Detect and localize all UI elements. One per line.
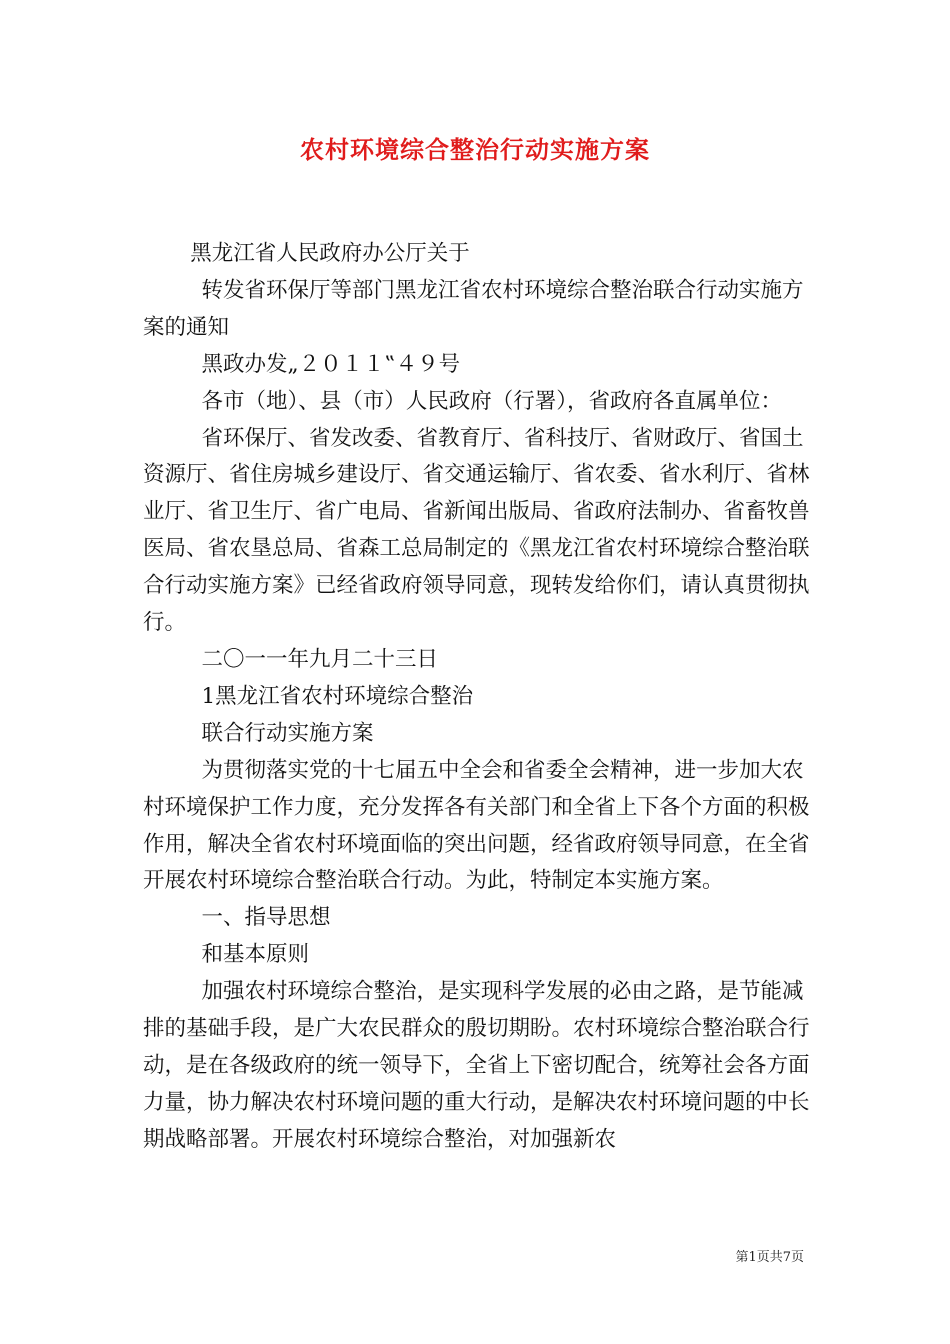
paragraph: 黑政办发„２０１１‟４９号	[201, 351, 461, 377]
paragraph: 一、指导思想	[201, 905, 331, 931]
paragraph: 黑龙江省人民政府办公厅关于	[190, 241, 470, 266]
paragraph: 二〇一一年九月二十三日	[201, 646, 438, 672]
page-number: 第1页共7页	[735, 1250, 804, 1265]
paragraph: 为贯彻落实党的十七届五中全会和省委全会精神，进一步加大农村环境保护工作力度，充分发挥各有关部门和全省上下各个方面的积极作用，解决全省农村环境面临的突出问题，经省政府领导同意，在全省开展农村环境综合整治联合行动。为此，特制定本实施方案。	[143, 757, 810, 894]
paragraph: 联合行动实施方案	[201, 720, 374, 746]
paragraph: 加强农村环境综合整治，是实现科学发展的必由之路，是节能减排的基础手段，是广大农民群众的殷切期盼。农村环境综合整治联合行动，是在各级政府的统一领导下，全省上下密切配合，统筹社会各方面力量，协力解决农村环境问题的重大行动，是解决农村环境问题的中长期战略部署。开展农村环境综合整治，对加强新农	[143, 979, 810, 1152]
document-body	[143, 236, 820, 1159]
paragraph: 省环保厅、省发改委、省教育厅、省科技厅、省财政厅、省国土资源厅、省住房城乡建设厅、省交通运输厅、省农委、省水利厅、省林业厅、省卫生厅、省广电局、省新闻出版局、省政府法制办、省畜牧兽医局、省农垦总局、省森工总局制定的《黑龙江省农村环境综合整治联合行动实施方案》已经省政府领导同意，现转发给你们，请认真贯彻执行。	[143, 425, 810, 636]
paragraph: 1黑龙江省农村环境综合整治	[201, 683, 474, 709]
document-title: 农村环境综合整治行动实施方案	[300, 135, 650, 164]
paragraph: 转发省环保厅等部门黑龙江省农村环境综合整治联合行动实施方案的通知	[143, 277, 804, 340]
paragraph: 各市（地）、县（市）人民政府（行署），省政府各直属单位：	[201, 388, 782, 414]
paragraph: 和基本原则	[201, 942, 309, 968]
